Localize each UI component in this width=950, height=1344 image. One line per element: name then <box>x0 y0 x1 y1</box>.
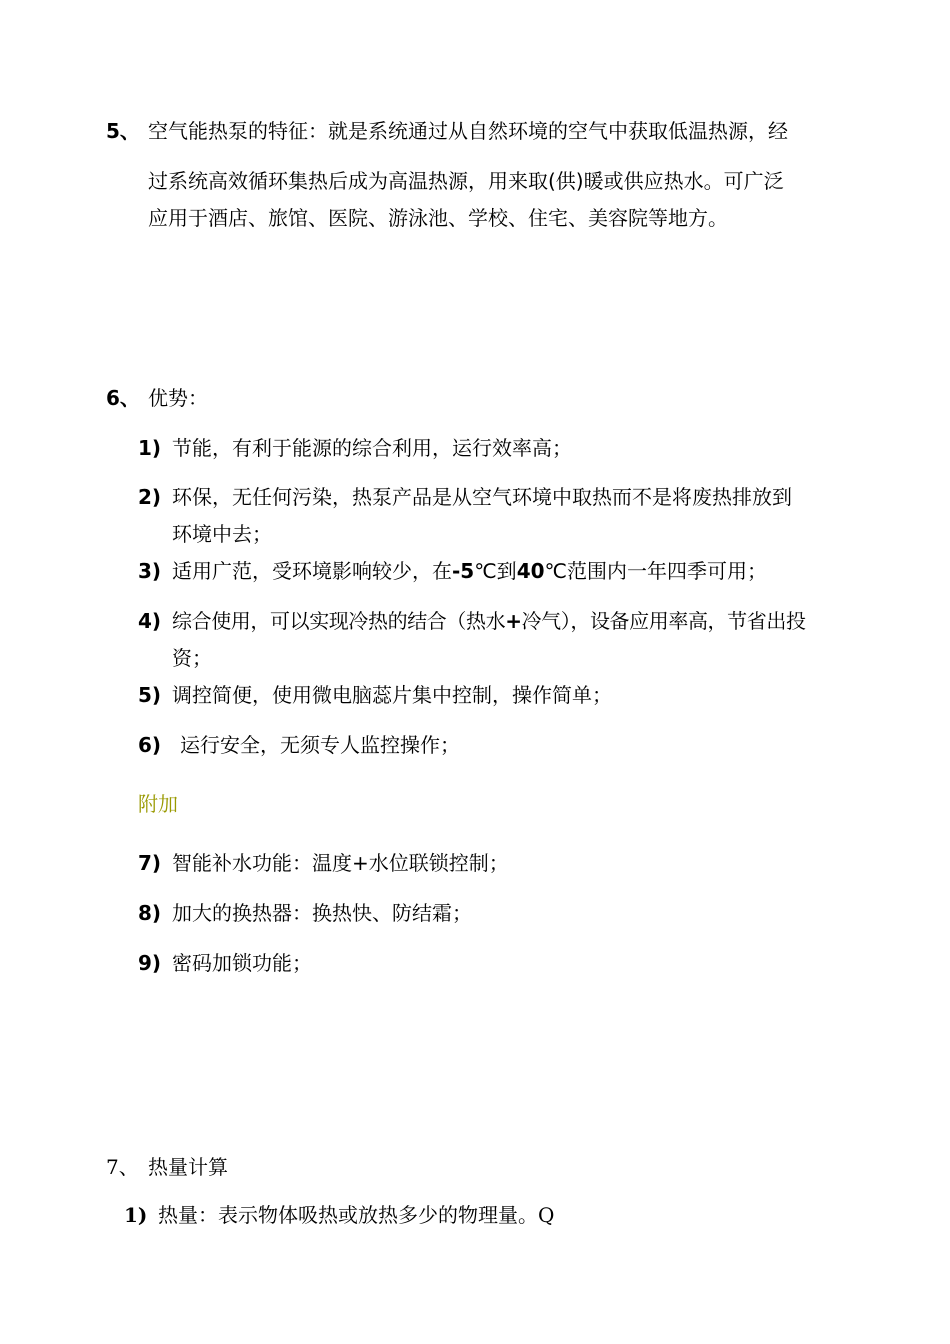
advantage-item-2 <box>138 483 792 511</box>
item-text: 智能补水功能：温度+水位联锁控制； <box>172 851 509 875</box>
item-number: 9) <box>138 951 162 975</box>
item-number: 6) <box>138 733 162 757</box>
item-number: 5) <box>138 683 162 707</box>
temperature-min: -5 <box>452 559 475 583</box>
section-5-text-2: 过系统高效循环集热后成为高温热源，用来取(供)暖或供应热水。可广泛 <box>148 169 784 193</box>
item-text <box>172 557 767 585</box>
section-6-heading <box>106 384 208 412</box>
advantage-item-6 <box>138 731 460 759</box>
extra-label <box>138 790 178 818</box>
item-text-part-a: 适用广范，受环境影响较少，在 <box>172 559 452 583</box>
item-text: 加大的换热器：换热快、防结霜； <box>172 901 472 925</box>
section-5-line-1 <box>106 117 788 145</box>
section-7-heading <box>106 1153 228 1181</box>
advantage-item-4-cont <box>172 644 212 672</box>
advantage-item-2-cont <box>172 520 272 548</box>
temperature-max: 40 <box>516 559 545 583</box>
item-text: 密码加锁功能； <box>172 951 312 975</box>
section-6-number: 6、 <box>106 386 140 410</box>
section-5-line-2 <box>148 167 784 195</box>
section-5-text-3: 应用于酒店、旅馆、医院、游泳池、学校、住宅、美容院等地方。 <box>148 206 728 230</box>
extra-item-7 <box>138 849 509 877</box>
item-text-continued: 环境中去； <box>172 522 272 546</box>
plus-sign: + <box>505 609 522 633</box>
item-number: 8) <box>138 901 162 925</box>
extra-item-9 <box>138 949 312 977</box>
item-text-part-c: ℃范围内一年四季可用； <box>544 559 767 583</box>
item-text-part-b: 冷气），设备应用率高，节省出投 <box>521 609 806 633</box>
item-text: 节能，有利于能源的综合利用，运行效率高； <box>172 436 572 460</box>
section-6-title: 优势： <box>148 386 208 410</box>
item-number: 7) <box>138 851 162 875</box>
item-text: 环保，无任何污染，热泵产品是从空气环境中取热而不是将废热排放到 <box>172 485 792 509</box>
extra-item-8 <box>138 899 472 927</box>
item-number: 4) <box>138 609 162 633</box>
advantage-item-5 <box>138 681 612 709</box>
section-7-title: 热量计算 <box>148 1155 228 1179</box>
item-text: 运行安全，无须专人监控操作； <box>180 733 460 757</box>
item-text-continued: 资； <box>172 646 212 670</box>
item-number: 1) <box>124 1203 148 1227</box>
section-5-text-1: 空气能热泵的特征：就是系统通过从自然环境的空气中获取低温热源，经 <box>148 119 788 143</box>
section-7-number: 7、 <box>106 1155 139 1179</box>
item-number: 2) <box>138 485 162 509</box>
item-text-part-a: 综合使用，可以实现冷热的结合（热水 <box>172 609 506 633</box>
item-number: 1) <box>138 436 162 460</box>
item-text: 热量：表示物体吸热或放热多少的物理量。Q <box>158 1203 555 1227</box>
item-number: 3) <box>138 559 162 583</box>
advantage-item-4 <box>138 607 806 635</box>
advantage-item-3 <box>138 557 767 585</box>
advantage-item-1 <box>138 434 572 462</box>
item-text <box>172 607 806 635</box>
extra-label-text: 附加 <box>138 792 178 816</box>
item-text-part-b: ℃到 <box>474 559 517 583</box>
item-text: 调控简便，使用微电脑蕊片集中控制，操作简单； <box>172 683 612 707</box>
section-7-item-1 <box>124 1201 555 1229</box>
section-5-number: 5、 <box>106 119 140 143</box>
section-5-line-3 <box>148 204 728 232</box>
